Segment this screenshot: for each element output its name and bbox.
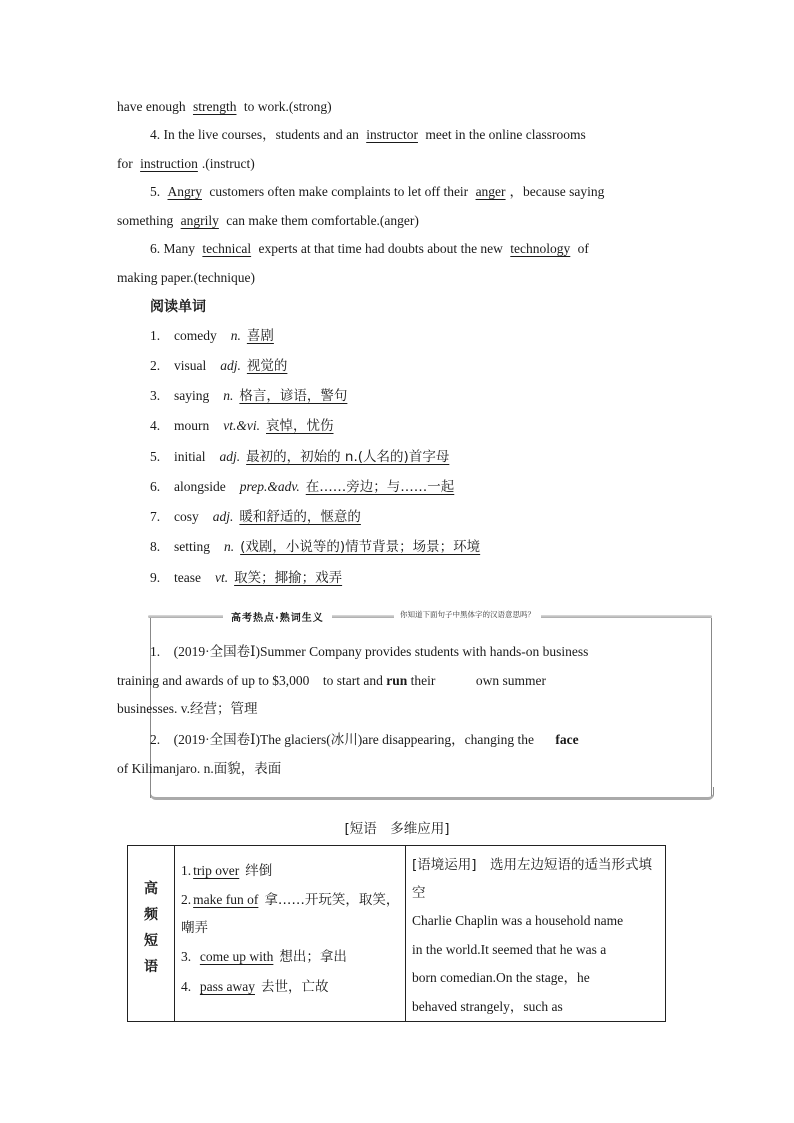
hot-item: of Kilimanjaro. n.面貌，表面 xyxy=(117,761,282,776)
phrase-item: 4. pass away 去世，亡故 xyxy=(181,979,329,995)
answer-blank: angrily xyxy=(180,213,219,228)
vocab-item: 7. cosy adj. 暖和舒适的，惬意的 xyxy=(150,509,361,525)
context-cell xyxy=(406,846,666,1022)
hot-box-title: 高考热点·熟词生义 xyxy=(223,609,332,624)
sentence-line: something angrily can make them comfortable.(anger) xyxy=(117,213,419,228)
phrases-table xyxy=(127,845,666,1022)
phrase-list xyxy=(175,846,406,1022)
side-label: 高 频 短 语 xyxy=(128,846,175,1022)
sentence-line: making paper.(technique) xyxy=(117,270,255,285)
context-line: in the world.It seemed that he was a xyxy=(412,941,607,957)
hot-item: 1. (2019·全国卷Ⅰ)Summer Company provides students with hands-on business xyxy=(150,644,589,659)
context-line: Charlie Chaplin was a household name xyxy=(412,913,624,928)
sentence-line: 6. Many technical experts at that time had doubts about the new technology of xyxy=(150,241,589,256)
answer-blank: Angry xyxy=(167,184,202,199)
table-row xyxy=(128,846,666,1022)
phrase-item: 1. trip over 绊倒 xyxy=(181,863,273,879)
vocab-item: 9. tease vt. 取笑；揶揄；戏弄 xyxy=(150,570,343,586)
context-heading: [语境运用] 选用左边短语的适当形式填空 xyxy=(412,857,653,901)
vocab-item: 1. comedy n. 喜剧 xyxy=(150,328,274,344)
phrase-item: 2. make fun of 拿……开玩笑，取笑，嘲弄 xyxy=(181,892,400,936)
bold-word: run xyxy=(386,673,408,688)
sentence-line: 5. Angry customers often make complaints to let off their anger ，because saying xyxy=(150,184,605,199)
answer-blank: instruction xyxy=(140,156,198,171)
answer-blank: instructor xyxy=(366,127,418,142)
hot-box-hint: 你知道下面句子中黑体字的汉语意思吗？ xyxy=(394,609,541,620)
vocab-item: 2. visual adj. 视觉的 xyxy=(150,358,288,374)
vocab-item: 6. alongside prep.&adv. 在……旁边；与……一起 xyxy=(150,479,455,495)
context-line: born comedian.On the stage，he xyxy=(412,970,590,985)
vocab-item: 8. setting n. (戏剧，小说等的)情节背景；场景；环境 xyxy=(150,539,481,555)
phrases-title: [短语 多维应用] xyxy=(344,821,450,837)
hot-item: training and awards of up to $3,000 to start and run their own summer xyxy=(117,673,546,688)
vocab-item: 4. mourn vt.&vi. 哀悼，忧伤 xyxy=(150,418,334,434)
sentence-line: 4. In the live courses，students and an instructor meet in the online classrooms xyxy=(150,127,586,142)
answer-blank: anger xyxy=(475,184,506,199)
hot-item: 2. (2019·全国卷Ⅰ)The glaciers(冰川)are disappearing，changing the face xyxy=(150,732,579,747)
answer-blank: technical xyxy=(202,241,252,256)
vocab-item: 5. initial adj. 最初的，初始的 n.(人名的)首字母 xyxy=(150,449,450,465)
vocab-item: 3. saying n. 格言，谚语，警句 xyxy=(150,388,348,404)
bold-word: face xyxy=(555,732,579,747)
phrase-item: 3. come up with 想出；拿出 xyxy=(181,949,347,965)
sentence-line: for instruction .(instruct) xyxy=(117,156,255,171)
context-line: behaved strangely，such as xyxy=(412,998,563,1014)
hot-item: businesses. v.经营；管理 xyxy=(117,701,258,716)
answer-blank: technology xyxy=(510,241,571,256)
answer-blank: strength xyxy=(192,99,237,114)
hot-box-bottom xyxy=(150,787,714,800)
sentence-line: have enough strength to work.(strong) xyxy=(117,99,332,114)
section-heading: 阅读单词 xyxy=(150,299,206,315)
